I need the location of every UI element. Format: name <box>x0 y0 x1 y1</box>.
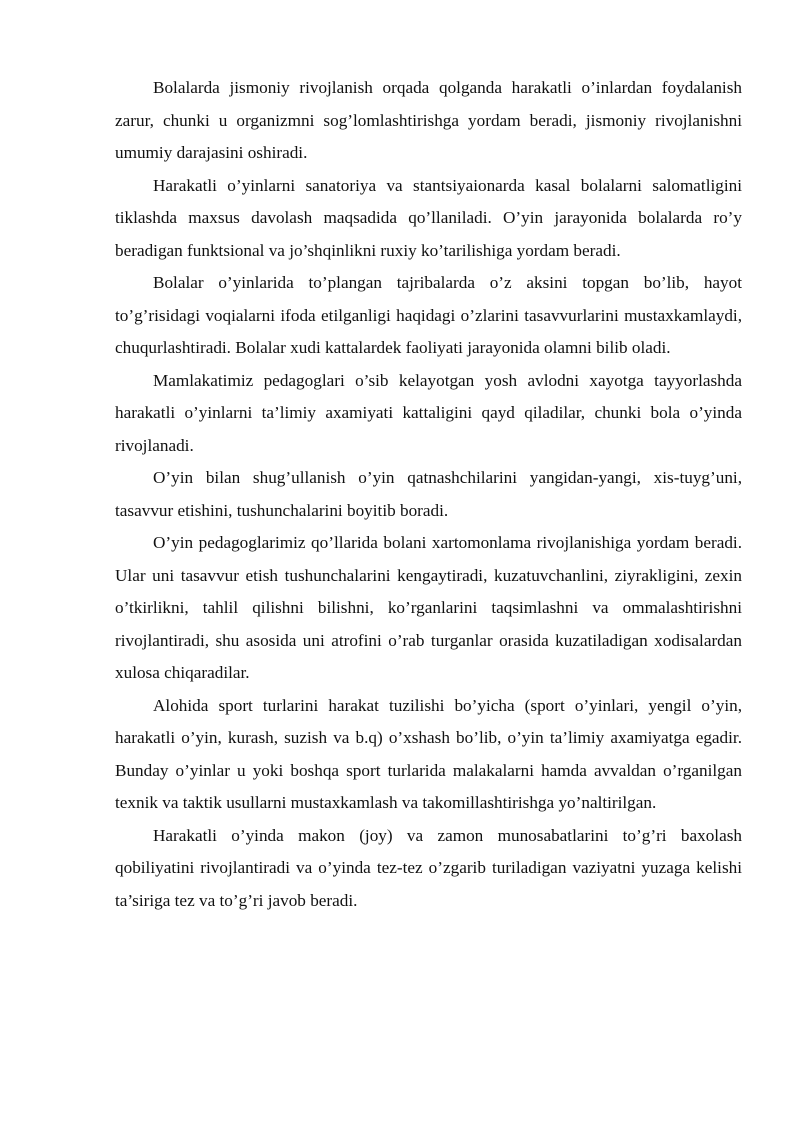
paragraph-8: Harakatli o’yinda makon (joy) va zamon munosabatlarini to’g’ri baxolash qobiliyatini rivojlantiradi va o’yinda tez-tez o’zgarib turiladigan vaziyatni yuzaga kelishi ta’siriga tez va to’g’ri javob beradi. <box>115 825 742 910</box>
paragraph-4: Mamlakatimiz pedagoglari o’sib kelayotgan yosh avlodni xayotga tayyorlashda harakatli o’yinlarni ta’limiy axamiyati kattaligini qayd qiladilar, chunki bola o’yinda rivojlanadi. <box>115 370 742 455</box>
document-body <box>115 72 742 917</box>
paragraph-6: O’yin pedagoglarimiz qo’llarida bolani xartomonlama rivojlanishiga yordam beradi. Ular uni tasavvur etish tushunchalarini kengaytiradi, kuzatuvchanlini, ziyrakligini, zexin o’tkirlikni, tahlil qilishni bilishni, ko’rganlarini taqsimlashni va ommalashtirishni rivojlantiradi, shu asosida uni atrofini o’rab turganlar orasida kuzatiladigan xodisalardan xulosa chiqaradilar. <box>115 533 742 682</box>
paragraph-7: Alohida sport turlarini harakat tuzilishi bo’yicha (sport o’yinlari, yengil o’yin, harakatli o’yin, kurash, suzish va b.q) o’xshash bo’lib, o’yin ta’limiy axamiyatga egadir. Bunday o’yinlar u yoki boshqa sport turlarida malakalarni hamda avvaldan o’rganilgan texnik va taktik usullarni mustaxkamlash va takomillashtirishga yo’naltirilgan. <box>115 695 742 812</box>
paragraph-1: Bolalarda jismoniy rivojlanish orqada qolganda harakatli o’inlardan foydalanish zarur, chunki u organizmni sog’lomlashtirishga yordam beradi, jismoniy rivojlanishni umumiy darajasini oshiradi. <box>115 78 742 162</box>
paragraph-3: Bolalar o’yinlarida to’plangan tajribalarda o’z aksini topgan bo’lib, hayot to’g’risidagi voqialarni ifoda etilganligi haqidagi o’zlarini tasavvurlarini mustaxkamlaydi, chuqurlashtiradi. Bolalar xudi kattalardek faoliyati jarayonida olamni bilib oladi. <box>115 273 742 357</box>
paragraph-5: O’yin bilan shug’ullanish o’yin qatnashchilarini yangidan-yangi, xis-tuyg’uni, tasavvur etishini, tushunchalarini boyitib boradi. <box>115 468 742 520</box>
paragraph-2: Harakatli o’yinlarni sanatoriya va stantsiyaionarda kasal bolalarni salomatligini tiklashda maxsus davolash maqsadida qo’llaniladi. O’yin jarayonida bolalarda ro’y beradigan funktsional va jo’shqinlikni ruxiy ko’tarilishiga yordam beradi. <box>115 175 742 260</box>
